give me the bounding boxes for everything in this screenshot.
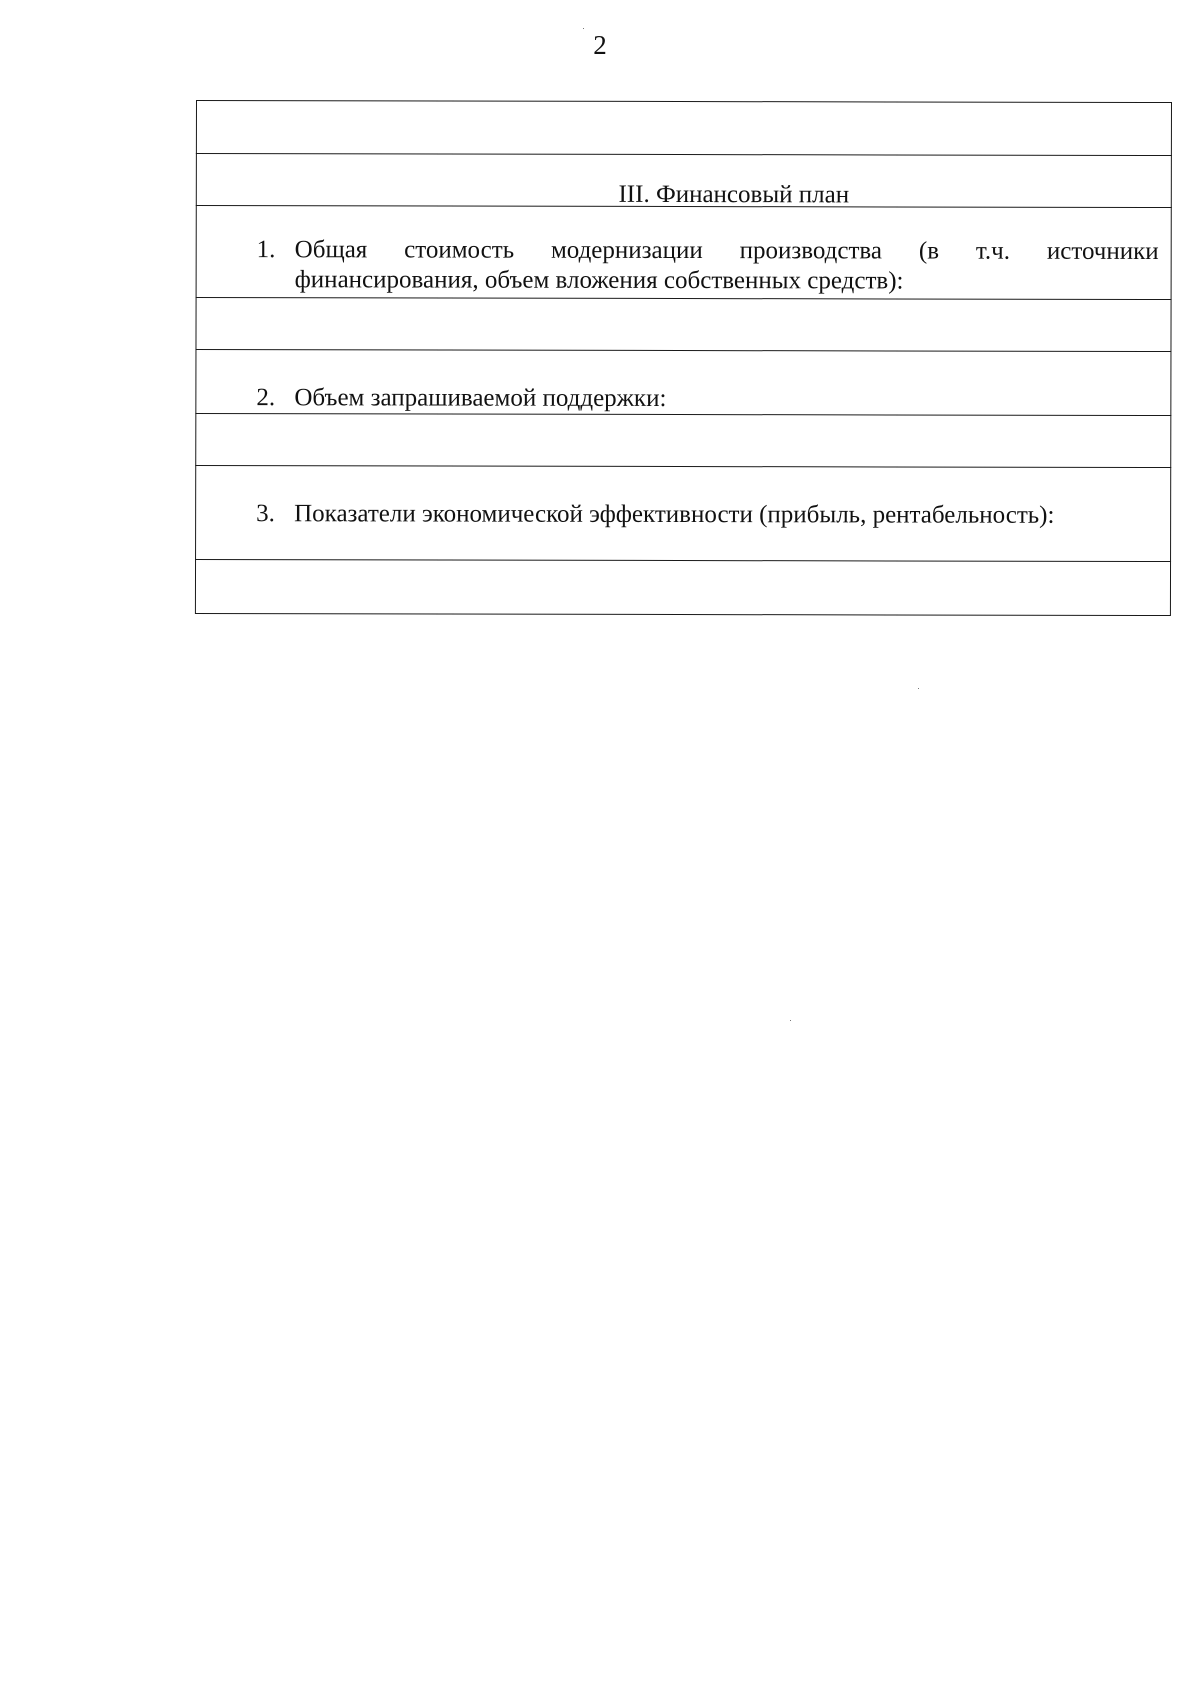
scan-speck	[583, 28, 584, 29]
item-total-cost	[257, 235, 1159, 297]
item-text: Общая стоимость модернизации производства (в т.ч. источники финансирования, объем вложения собственных средств):	[294, 236, 1159, 295]
blank-line[interactable]	[196, 153, 1172, 156]
answer-line-1[interactable]	[196, 297, 1172, 300]
answer-line-3[interactable]	[195, 559, 1171, 562]
item-number: 2.	[256, 384, 276, 412]
section-title: III. Финансовый план	[618, 180, 850, 209]
item-number: 3.	[256, 500, 275, 528]
item-requested-support	[256, 383, 1158, 415]
financial-plan-form	[195, 100, 1172, 616]
scan-speck	[790, 1020, 791, 1021]
item-economic-efficiency	[256, 499, 1158, 531]
item-number: 1.	[256, 236, 276, 264]
scan-speck	[918, 688, 919, 689]
item-text: Объем запрашиваемой поддержки:	[294, 384, 667, 412]
answer-line-1b[interactable]	[195, 349, 1171, 352]
page-number: 2	[593, 30, 607, 60]
answer-line-2b[interactable]	[195, 465, 1171, 468]
item-text: Показатели экономической эффективности (прибыль, рентабельность):	[294, 500, 1055, 529]
